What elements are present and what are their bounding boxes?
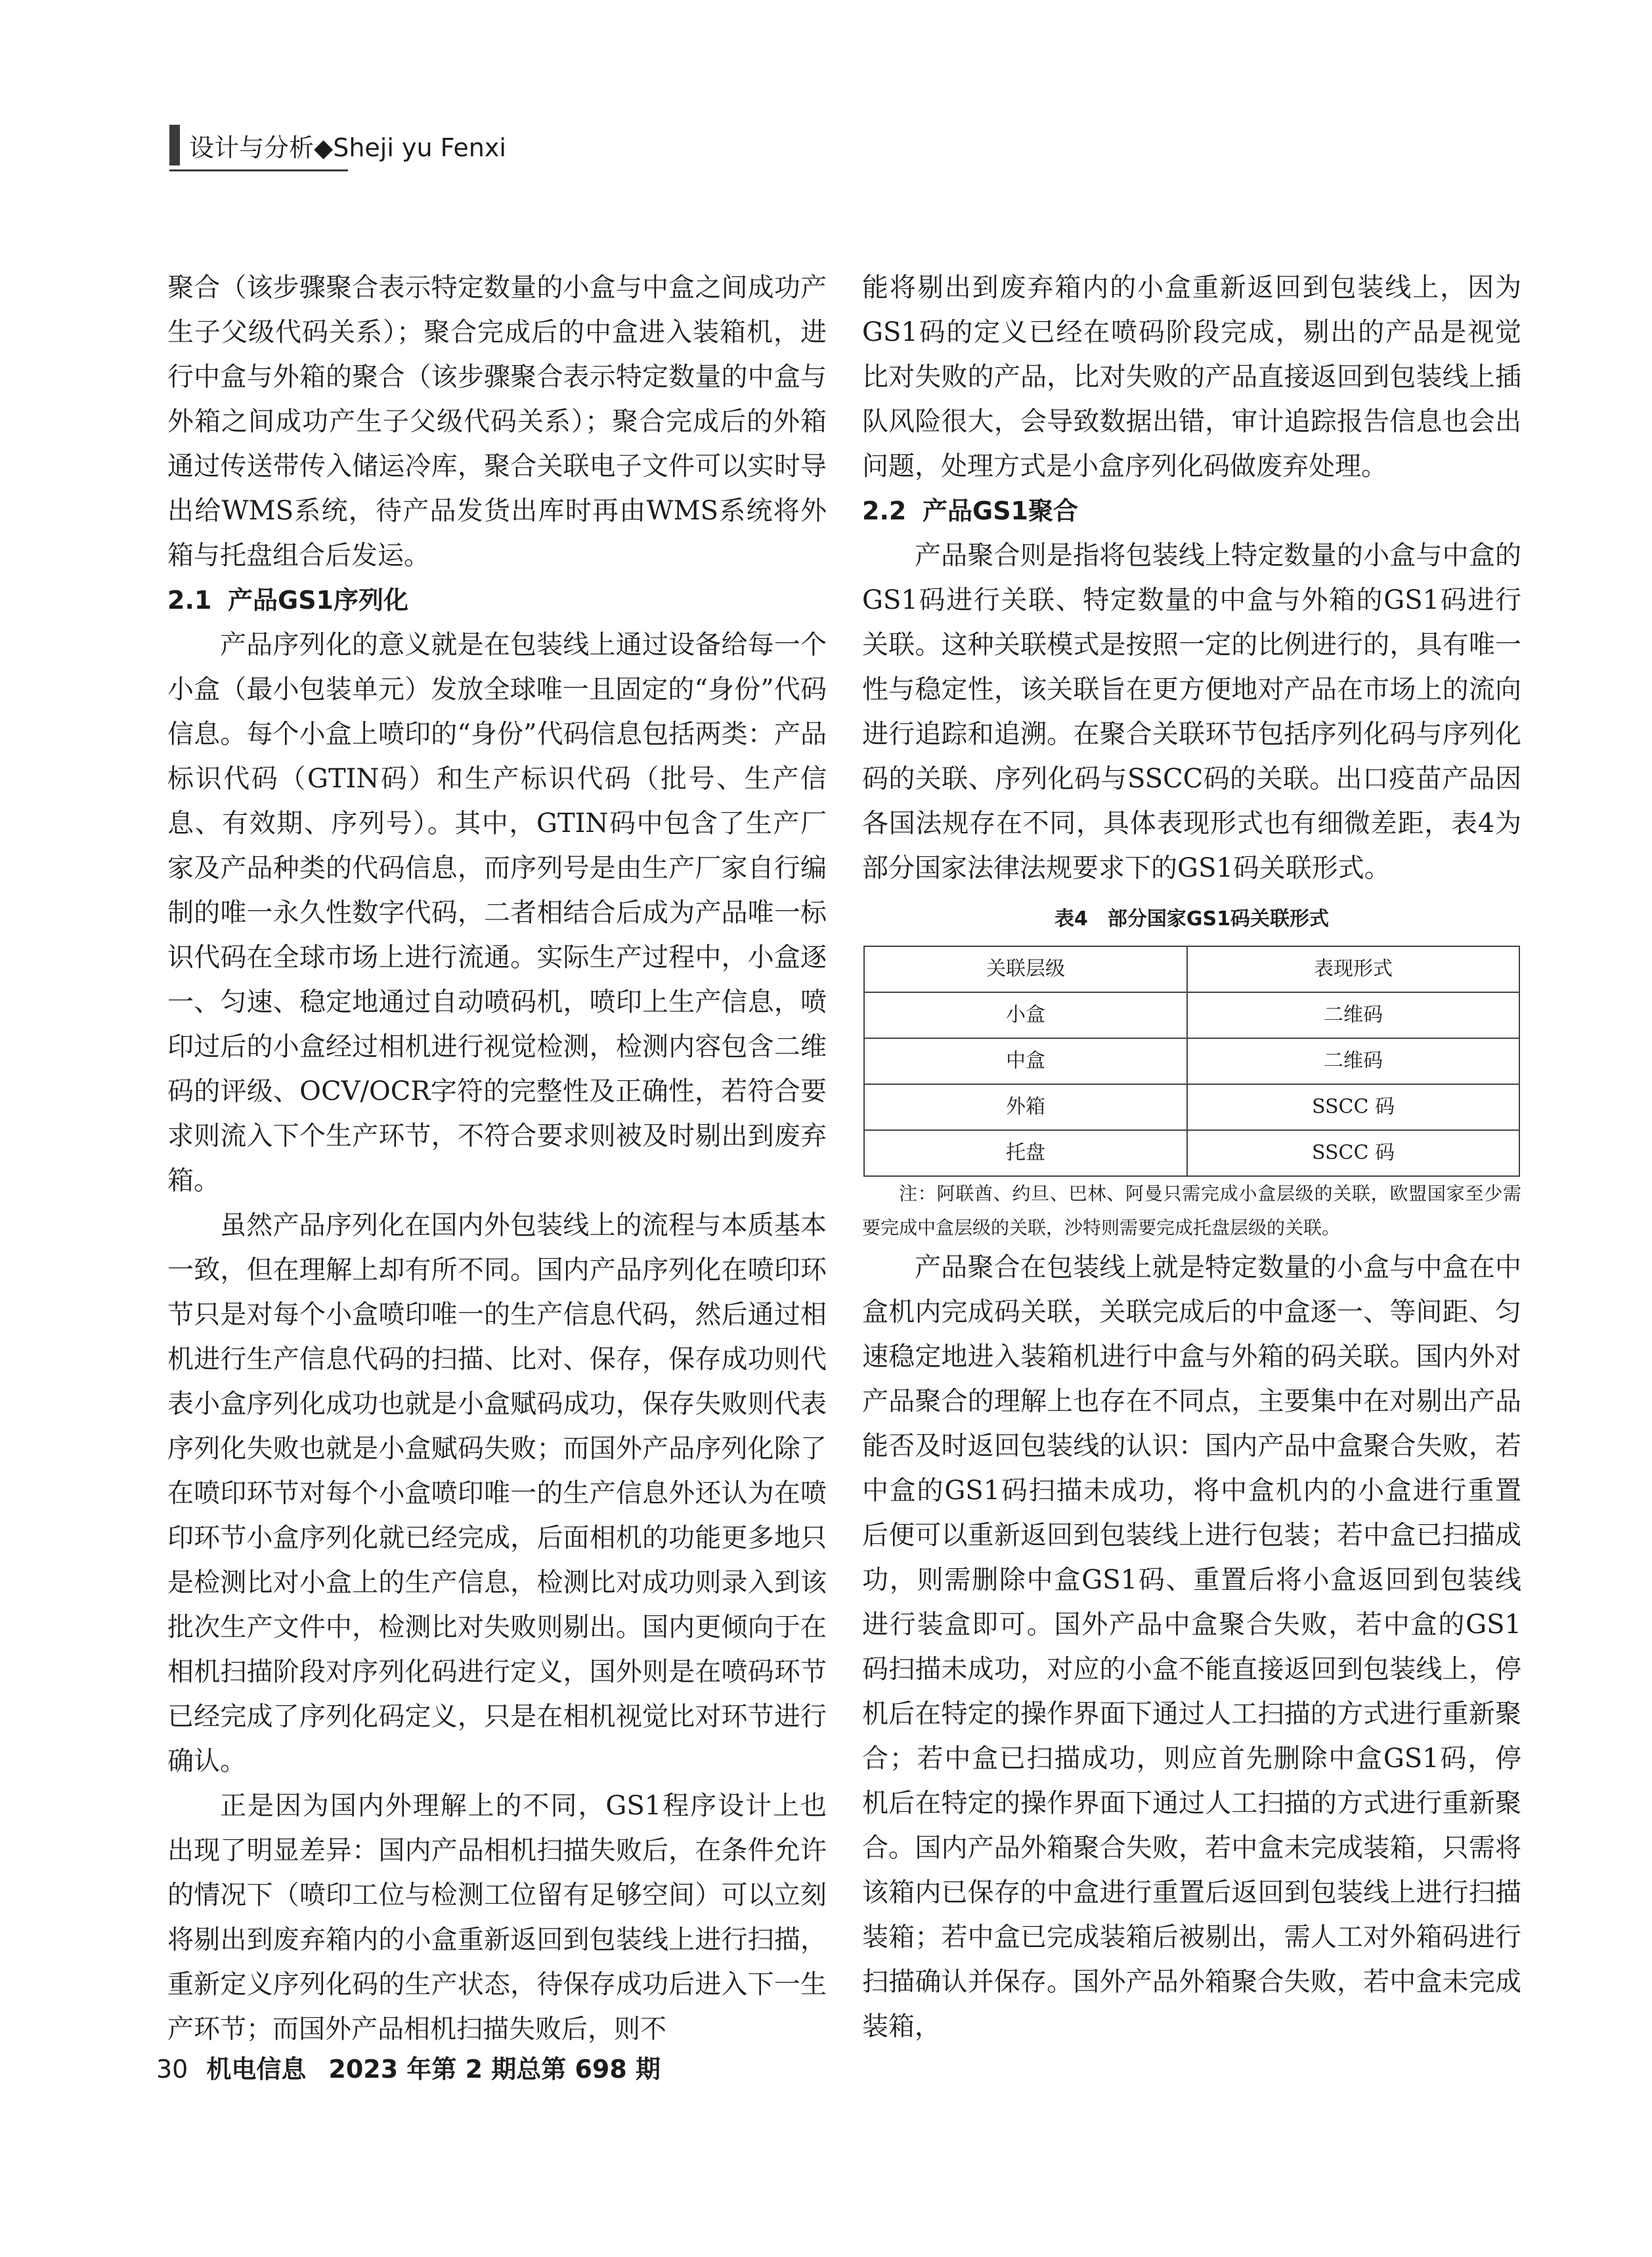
table-row bbox=[864, 1084, 1519, 1130]
page-number: 30 bbox=[156, 2055, 188, 2084]
running-head-text: 设计与分析◆Sheji yu Fenxi bbox=[189, 133, 506, 162]
table-header-cell: 关联层级 bbox=[864, 946, 1187, 992]
left-column bbox=[167, 265, 827, 2051]
paragraph: 产品聚合则是指将包装线上特定数量的小盒与中盒的GS1码进行关联、特定数量的中盒与外箱的GS1码进行关联。这种关联模式是按照一定的比例进行的，具有唯一性与稳定性，该关联旨在更方便地对产品在市场上的流向进行追踪和追溯。在聚合关联环节包括序列化码与序列化码的关联、序列化码与SSCC码的关联。出口疫苗产品因各国法规存在不同，具体表现形式也有细微差距，表4为部分国家法律法规要求下的GS1码关联形式。 bbox=[862, 540, 1521, 883]
issue-info: 2023 年第 2 期总第 698 期 bbox=[328, 2055, 661, 2084]
gs1-association-table bbox=[863, 946, 1520, 1177]
table-row bbox=[864, 1130, 1519, 1176]
table-caption: 表4 部分国家GS1码关联形式 bbox=[1054, 908, 1329, 931]
table-cell: 中盒 bbox=[864, 1038, 1187, 1084]
table-note: 注：阿联酋、约旦、巴林、阿曼只需完成小盒层级的关联，欧盟国家至少需要完成中盒层级的关联，沙特则需要完成托盘层级的关联。 bbox=[862, 1183, 1521, 1238]
section-title: 产品GS1聚合 bbox=[923, 496, 1078, 525]
paragraph-continued: 能将剔出到废弃箱内的小盒重新返回到包装线上，因为GS1码的定义已经在喷码阶段完成，剔出的产品是视觉比对失败的产品，比对失败的产品直接返回到包装线上插队风险很大，会导致数据出错，审计追踪报告信息也会出问题，处理方式是小盒序列化码做废弃处理。 bbox=[862, 273, 1521, 481]
table-cell: 托盘 bbox=[864, 1130, 1187, 1176]
paragraph: 虽然产品序列化在国内外包装线上的流程与本质基本一致，但在理解上却有所不同。国内产品序列化在喷印环节只是对每个小盒喷印唯一的生产信息代码，然后通过相机进行生产信息代码的扫描、比对、保存，保存成功则代表小盒序列化成功也就是小盒赋码成功，保存失败则代表序列化失败也就是小盒赋码失败；而国外产品序列化除了在喷印环节对每个小盒喷印唯一的生产信息外还认为在喷印环节小盒序列化就已经完成，后面相机的功能更多地只是检测比对小盒上的生产信息，检测比对成功则录入到该批次生产文件中，检测比对失败则剔出。国内更倾向于在相机扫描阶段对序列化码进行定义，国外则是在喷码环节已经完成了序列化码定义，只是在相机视觉比对环节进行确认。 bbox=[167, 1210, 827, 1776]
running-head-bar bbox=[169, 125, 180, 165]
table-cell: SSCC 码 bbox=[1187, 1084, 1519, 1130]
table-header-cell: 表现形式 bbox=[1187, 946, 1519, 992]
table-row bbox=[864, 992, 1519, 1038]
running-head bbox=[169, 125, 506, 165]
section-number: 2.2 bbox=[862, 496, 907, 525]
paragraph: 产品序列化的意义就是在包装线上通过设备给每一个小盒（最小包装单元）发放全球唯一且固定的“身份”代码信息。每个小盒上喷印的“身份”代码信息包括两类：产品标识代码（GTIN码）和生产标识代码（批号、生产信息、有效期、序列号）。其中，GTIN码中包含了生产厂家及产品种类的代码信息，而序列号是由生产厂家自行编制的唯一永久性数字代码，二者相结合后成为产品唯一标识代码在全球市场上进行流通。实际生产过程中，小盒逐一、匀速、稳定地通过自动喷码机，喷印上生产信息，喷印过后的小盒经过相机进行视觉检测，检测内容包含二维码的评级、OCV/OCR字符的完整性及正确性，若符合要求则流入下个生产环节，不符合要求则被及时剔出到废弃箱。 bbox=[167, 630, 827, 1196]
paragraph: 产品聚合在包装线上就是特定数量的小盒与中盒在中盒机内完成码关联，关联完成后的中盒逐一、等间距、匀速稳定地进入装箱机进行中盒与外箱的码关联。国内外对产品聚合的理解上也存在不同点，主要集中在对剔出产品能否及时返回包装线的认识：国内产品中盒聚合失败，若中盒的GS1码扫描未成功，将中盒机内的小盒进行重置后便可以重新返回到包装线上进行包装；若中盒已扫描成功，则需删除中盒GS1码、重置后将小盒返回到包装线进行装盒即可。国外产品中盒聚合失败，若中盒的GS1码扫描未成功，对应的小盒不能直接返回到包装线上，停机后在特定的操作界面下通过人工扫描的方式进行重新聚合；若中盒已扫描成功，则应首先删除中盒GS1码，停机后在特定的操作界面下通过人工扫描的方式进行重新聚合。国内产品外箱聚合失败，若中盒未完成装箱，只需将该箱内已保存的中盒进行重置后返回到包装线上进行扫描装箱；若中盒已完成装箱后被剔出，需人工对外箱码进行扫描确认并保存。国外产品外箱聚合失败，若中盒未完成装箱， bbox=[862, 1252, 1521, 2042]
journal-name: 机电信息 bbox=[206, 2055, 307, 2084]
section-title: 产品GS1序列化 bbox=[228, 586, 408, 615]
table-cell: 二维码 bbox=[1187, 992, 1519, 1038]
table-row bbox=[864, 1038, 1519, 1084]
right-column bbox=[862, 265, 1521, 2049]
table-header-row bbox=[864, 946, 1519, 992]
page-footer bbox=[156, 2049, 661, 2085]
section-heading-2-2 bbox=[862, 489, 1521, 533]
table-cell: 小盒 bbox=[864, 992, 1187, 1038]
section-heading-2-1 bbox=[167, 578, 827, 623]
running-head-rule bbox=[169, 169, 348, 171]
table-cell: 外箱 bbox=[864, 1084, 1187, 1130]
paragraph-intro: 聚合（该步骤聚合表示特定数量的小盒与中盒之间成功产生子父级代码关系）；聚合完成后的中盒进入装箱机，进行中盒与外箱的聚合（该步骤聚合表示特定数量的中盒与外箱之间成功产生子父级代码关系）；聚合完成后的外箱通过传送带传入储运冷库，聚合关联电子文件可以实时导出给WMS系统，待产品发货出库时再由WMS系统将外箱与托盘组合后发运。 bbox=[167, 273, 827, 571]
table-cell: 二维码 bbox=[1187, 1038, 1519, 1084]
paragraph: 正是因为国内外理解上的不同，GS1程序设计上也出现了明显差异：国内产品相机扫描失败后，在条件允许的情况下（喷印工位与检测工位留有足够空间）可以立刻将剔出到废弃箱内的小盒重新返回到包装线上进行扫描，重新定义序列化码的生产状态，待保存成功后进入下一生产环节；而国外产品相机扫描失败后，则不 bbox=[167, 1791, 827, 2044]
table-cell: SSCC 码 bbox=[1187, 1130, 1519, 1176]
section-number: 2.1 bbox=[167, 586, 212, 615]
